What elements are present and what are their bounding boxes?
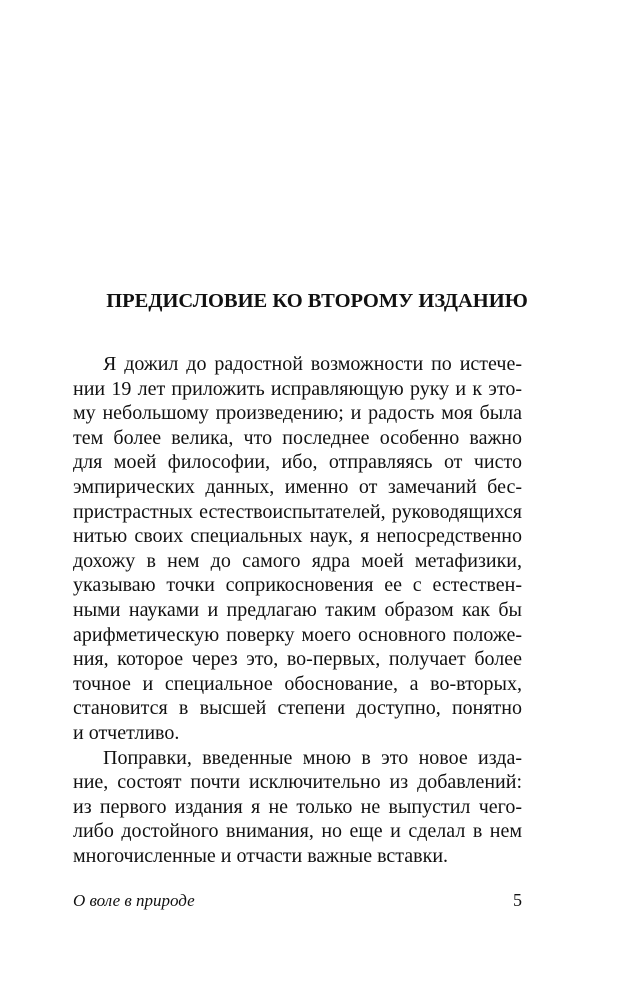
text-line: ние, состоят почти исключительно из добавлений:	[73, 771, 522, 794]
text-line: му небольшому произведению; и радость моя была	[73, 402, 522, 425]
page-number: 5	[513, 890, 522, 910]
text-line: многочисленные и отчасти важные вставки.	[73, 844, 449, 867]
paragraph-2	[73, 746, 522, 869]
text-line: нитью своих специальных наук, я непосредственно	[73, 525, 522, 548]
text-line: тем более велика, что последнее особенно важно	[73, 426, 522, 449]
chapter-heading: ПРЕДИСЛОВИЕ КО ВТОРОМУ ИЗДАНИЮ	[106, 290, 528, 312]
paragraph-1	[73, 352, 522, 746]
page-footer	[73, 890, 522, 911]
text-line: из первого издания я не только не выпустил чего-	[73, 795, 522, 818]
text-line: и отчетливо.	[73, 721, 180, 744]
text-line: точное и специальное обоснование, а во-вторых,	[73, 672, 522, 695]
text-line: Поправки, введенные мною в это новое изда-	[103, 746, 522, 769]
text-line: становится в высшей степени доступно, понятно	[73, 697, 522, 720]
text-line: указываю точки соприкосновения ее с естествен-	[73, 574, 522, 597]
text-line: ния, которое через это, во-первых, получает более	[73, 648, 522, 671]
text-line: Я дожил до радостной возможности по истече-	[103, 353, 522, 375]
text-line: ными науками и предлагаю таким образом как бы	[73, 598, 522, 621]
running-title: О воле в природе	[73, 891, 195, 910]
text-line: арифметическую поверку моего основного положе-	[73, 623, 522, 646]
text-line: для моей философии, ибо, отправляясь от чисто	[73, 451, 522, 474]
body-text	[73, 352, 522, 868]
text-line: либо достойного внимания, но еще и сделал в нем	[73, 820, 522, 843]
text-line: пристрастных естествоиспытателей, руководящихся	[73, 500, 522, 523]
text-line: эмпирических данных, именно от замечаний бес-	[73, 475, 522, 498]
text-line: дохожу в нем до самого ядра моей метафизики,	[73, 549, 522, 572]
text-line: нии 19 лет приложить исправляющую руку и к это-	[73, 377, 522, 400]
